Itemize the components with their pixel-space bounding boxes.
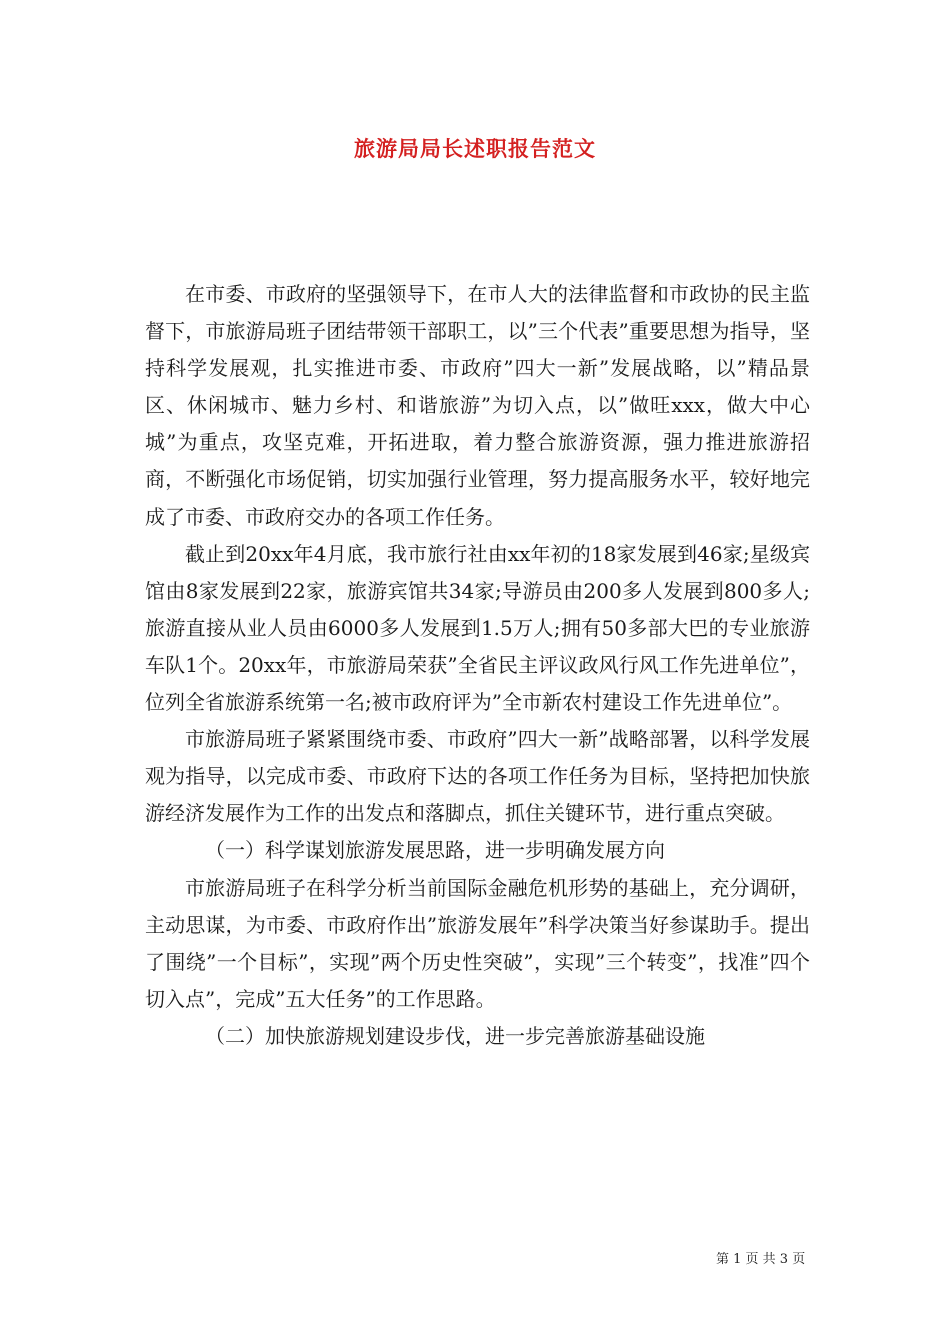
paragraph-intro: 在市委、市政府的坚强领导下，在市人大的法律监督和市政协的民主监督下，市旅游局班子团结带领干部职工，以”三个代表”重要思想为指导，坚持科学发展观，扎实推进市委、市政府”四大一新”发展战略，以”精品景区、休闲城市、魅力乡村、和谐旅游”为切入点，以”做旺xxx，做大中心城”为重点，攻坚克难，开拓进取，着力整合旅游资源，强力推进旅游招商，不断强化市场促销，切实加强行业管理，努力提高服务水平，较好地完成了市委、市政府交办的各项工作任务。 (145, 282, 810, 529)
page-number: 第 1 页 共 3 页 (716, 1252, 806, 1267)
section-heading-1: （一）科学谋划旅游发展思路，进一步明确发展方向 (205, 838, 665, 863)
document-body (145, 276, 810, 1055)
paragraph-strategy: 市旅游局班子紧紧围绕市委、市政府”四大一新”战略部署，以科学发展观为指导，以完成市委、市政府下达的各项工作任务为目标，坚持把加快旅游经济发展作为工作的出发点和落脚点，抓住关键环节，进行重点突破。 (145, 727, 810, 826)
paragraph-section-1: 市旅游局班子在科学分析当前国际金融危机形势的基础上，充分调研，主动思谋，为市委、市政府作出”旅游发展年”科学决策当好参谋助手。提出了围绕”一个目标”，实现”两个历史性突破”，实现”三个转变”，找准”四个切入点”，完成”五大任务”的工作思路。 (145, 875, 810, 1011)
paragraph-statistics: 截止到20xx年4月底，我市旅行社由xx年初的18家发展到46家;星级宾馆由8家发展到22家，旅游宾馆共34家;导游员由200多人发展到800多人;旅游直接从业人员由6000多人发展到1.5万人;拥有50多部大巴的专业旅游车队1个。20xx年，市旅游局荣获”全省民主评议政风行风工作先进单位”，位列全省旅游系统第一名;被市政府评为”全市新农村建设工作先进单位”。 (145, 541, 810, 715)
document-title: 旅游局局长述职报告范文 (354, 136, 596, 161)
section-heading-2: （二）加快旅游规划建设步伐，进一步完善旅游基础设施 (205, 1023, 705, 1048)
